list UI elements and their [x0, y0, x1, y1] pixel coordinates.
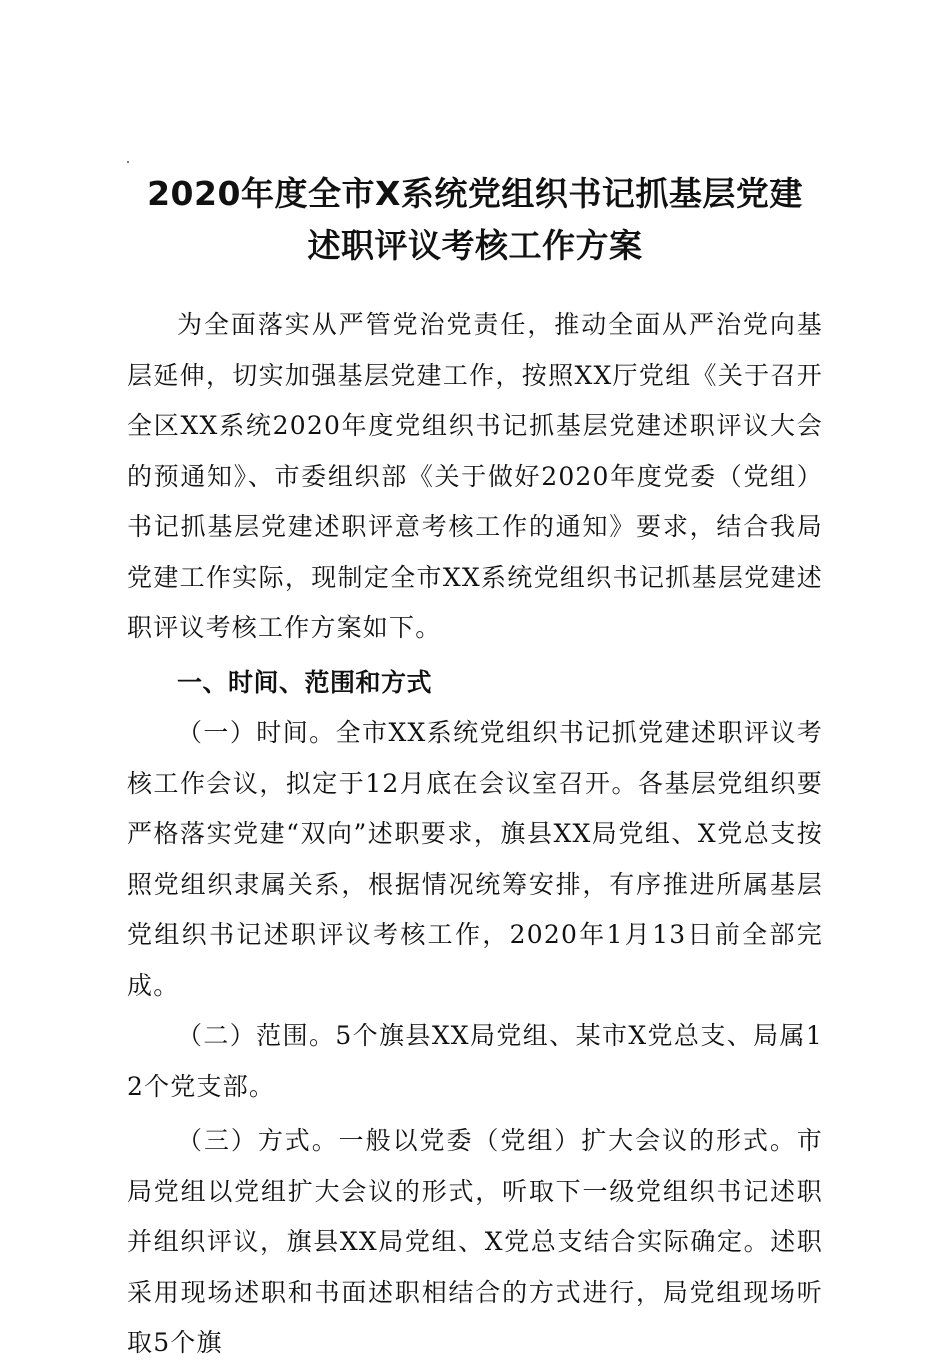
- title-line-2: 述职评议考核工作方案: [307, 226, 643, 265]
- title-line-1: 2020年度全市X系统党组织书记抓基层党建: [147, 174, 803, 213]
- section-heading-1: 一、时间、范围和方式: [177, 667, 433, 697]
- document-body: [127, 300, 823, 1369]
- section1-item-scope: （二）范围。5个旗县XX局党组、某市X党总支、局属12个党支部。: [127, 1021, 823, 1101]
- section1-item-time: （一）时间。全市XX系统党组织书记抓党建述职评议考核工作会议，拟定于12月底在会议室召开。各基层党组织要严格落实党建“双向”述职要求，旗县XX局党组、X党总支按照党组织隶属关系，根据情况统筹安排，有序推进所属基层党组织书记述职评议考核工作，2020年1月13日前全部完成。: [127, 718, 823, 1000]
- intro-paragraph: 为全面落实从严管党治党责任，推动全面从严治党向基层延伸，切实加强基层党建工作，按照XX厅党组《关于召开全区XX系统2020年度党组织书记抓基层党建述职评议大会的预通知》、市委组织部《关于做好2020年度党委（党组）书记抓基层党建述职评意考核工作的通知》要求，结合我局党建工作实际，现制定全市XX系统党组织书记抓基层党建述职评议考核工作方案如下。: [127, 310, 823, 642]
- section1-item-method: （三）方式。一般以党委（党组）扩大会议的形式。市局党组以党组扩大会议的形式，听取下一级党组织书记述职并组织评议，旗县XX局党组、X党总支结合实际确定。述职采用现场述职和书面述职相结合的方式进行，局党组现场听取5个旗: [127, 1126, 823, 1357]
- document-title: [100, 168, 850, 272]
- page-dot-mark: [127, 161, 129, 163]
